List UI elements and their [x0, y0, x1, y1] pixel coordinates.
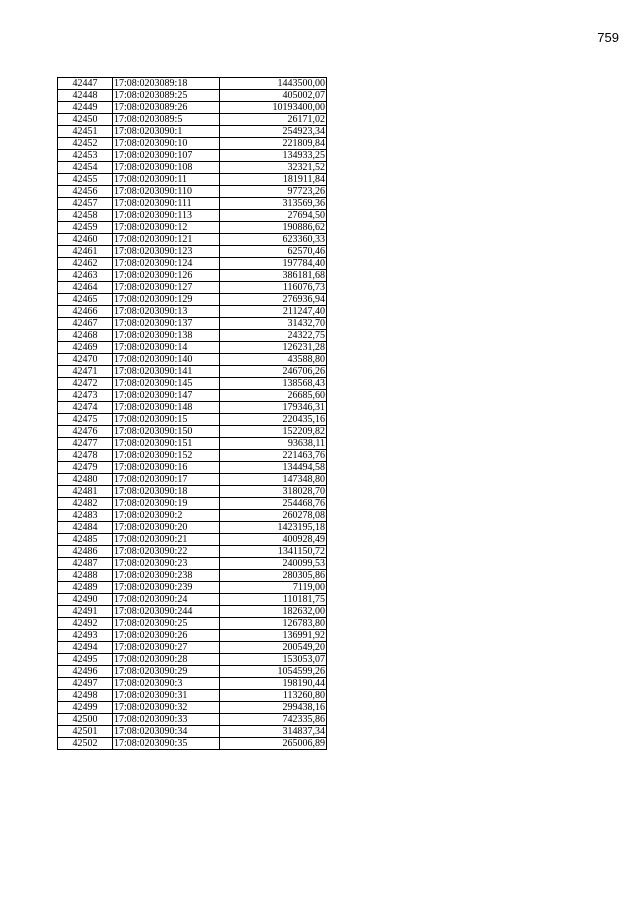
table-row [58, 582, 327, 594]
row-number-cell: 42486 [58, 546, 113, 558]
cadastral-value-cell: 7119,00 [220, 582, 327, 594]
cadastral-number-cell: 17:08:0203089:18 [113, 78, 220, 90]
row-number-cell: 42470 [58, 354, 113, 366]
cadastral-value-cell: 181911,84 [220, 174, 327, 186]
cadastral-number-cell: 17:08:0203090:110 [113, 186, 220, 198]
cadastral-value-cell: 136991,92 [220, 630, 327, 642]
cadastral-value-cell: 190886,62 [220, 222, 327, 234]
row-number-cell: 42501 [58, 726, 113, 738]
cadastral-value-cell: 62570,46 [220, 246, 327, 258]
row-number-cell: 42474 [58, 402, 113, 414]
row-number-cell: 42496 [58, 666, 113, 678]
cadastral-number-cell: 17:08:0203090:17 [113, 474, 220, 486]
row-number-cell: 42458 [58, 210, 113, 222]
cadastral-value-table [57, 77, 327, 750]
cadastral-number-cell: 17:08:0203090:152 [113, 450, 220, 462]
cadastral-number-cell: 17:08:0203090:121 [113, 234, 220, 246]
row-number-cell: 42447 [58, 78, 113, 90]
cadastral-number-cell: 17:08:0203090:34 [113, 726, 220, 738]
row-number-cell: 42482 [58, 498, 113, 510]
table-row [58, 474, 327, 486]
row-number-cell: 42491 [58, 606, 113, 618]
row-number-cell: 42466 [58, 306, 113, 318]
table-row [58, 306, 327, 318]
row-number-cell: 42498 [58, 690, 113, 702]
cadastral-number-cell: 17:08:0203090:1 [113, 126, 220, 138]
cadastral-value-cell: 27694,50 [220, 210, 327, 222]
row-number-cell: 42476 [58, 426, 113, 438]
cadastral-value-cell: 26171,02 [220, 114, 327, 126]
table-row [58, 462, 327, 474]
cadastral-number-cell: 17:08:0203090:141 [113, 366, 220, 378]
row-number-cell: 42452 [58, 138, 113, 150]
cadastral-number-cell: 17:08:0203090:33 [113, 714, 220, 726]
cadastral-number-cell: 17:08:0203090:10 [113, 138, 220, 150]
cadastral-number-cell: 17:08:0203090:19 [113, 498, 220, 510]
table-row [58, 294, 327, 306]
cadastral-value-cell: 200549,20 [220, 642, 327, 654]
cadastral-value-cell: 276936,94 [220, 294, 327, 306]
cadastral-number-cell: 17:08:0203089:26 [113, 102, 220, 114]
table-row [58, 258, 327, 270]
table-row [58, 270, 327, 282]
cadastral-number-cell: 17:08:0203089:25 [113, 90, 220, 102]
table-row [58, 342, 327, 354]
table-row [58, 522, 327, 534]
table-row [58, 606, 327, 618]
table-row [58, 738, 327, 750]
row-number-cell: 42450 [58, 114, 113, 126]
table-row [58, 102, 327, 114]
row-number-cell: 42451 [58, 126, 113, 138]
row-number-cell: 42488 [58, 570, 113, 582]
cadastral-number-cell: 17:08:0203090:138 [113, 330, 220, 342]
row-number-cell: 42497 [58, 678, 113, 690]
cadastral-number-cell: 17:08:0203090:3 [113, 678, 220, 690]
cadastral-value-cell: 24322,75 [220, 330, 327, 342]
page-number: 759 [597, 30, 619, 45]
cadastral-number-cell: 17:08:0203090:31 [113, 690, 220, 702]
cadastral-number-cell: 17:08:0203090:23 [113, 558, 220, 570]
table-row [58, 138, 327, 150]
cadastral-value-cell: 260278,08 [220, 510, 327, 522]
cadastral-value-cell: 197784,40 [220, 258, 327, 270]
row-number-cell: 42467 [58, 318, 113, 330]
row-number-cell: 42464 [58, 282, 113, 294]
table-row [58, 402, 327, 414]
row-number-cell: 42463 [58, 270, 113, 282]
cadastral-number-cell: 17:08:0203090:140 [113, 354, 220, 366]
cadastral-number-cell: 17:08:0203090:145 [113, 378, 220, 390]
table-row [58, 678, 327, 690]
table-row [58, 78, 327, 90]
cadastral-number-cell: 17:08:0203090:137 [113, 318, 220, 330]
cadastral-value-cell: 10193400,00 [220, 102, 327, 114]
cadastral-value-cell: 221463,76 [220, 450, 327, 462]
cadastral-value-cell: 400928,49 [220, 534, 327, 546]
row-number-cell: 42460 [58, 234, 113, 246]
row-number-cell: 42449 [58, 102, 113, 114]
cadastral-value-cell: 299438,16 [220, 702, 327, 714]
row-number-cell: 42473 [58, 390, 113, 402]
table-row [58, 246, 327, 258]
row-number-cell: 42485 [58, 534, 113, 546]
table-row [58, 198, 327, 210]
cadastral-number-cell: 17:08:0203090:16 [113, 462, 220, 474]
cadastral-number-cell: 17:08:0203090:2 [113, 510, 220, 522]
table-row [58, 438, 327, 450]
cadastral-number-cell: 17:08:0203090:24 [113, 594, 220, 606]
cadastral-number-cell: 17:08:0203090:29 [113, 666, 220, 678]
row-number-cell: 42448 [58, 90, 113, 102]
cadastral-number-cell: 17:08:0203090:244 [113, 606, 220, 618]
cadastral-value-cell: 1423195,18 [220, 522, 327, 534]
table-row [58, 426, 327, 438]
row-number-cell: 42471 [58, 366, 113, 378]
cadastral-number-cell: 17:08:0203090:21 [113, 534, 220, 546]
cadastral-value-cell: 405002,07 [220, 90, 327, 102]
row-number-cell: 42468 [58, 330, 113, 342]
cadastral-value-cell: 147348,80 [220, 474, 327, 486]
row-number-cell: 42462 [58, 258, 113, 270]
row-number-cell: 42461 [58, 246, 113, 258]
table-row [58, 390, 327, 402]
cadastral-value-cell: 126231,28 [220, 342, 327, 354]
row-number-cell: 42494 [58, 642, 113, 654]
table-row [58, 114, 327, 126]
row-number-cell: 42478 [58, 450, 113, 462]
row-number-cell: 42475 [58, 414, 113, 426]
cadastral-number-cell: 17:08:0203090:127 [113, 282, 220, 294]
table-row [58, 510, 327, 522]
cadastral-number-cell: 17:08:0203090:111 [113, 198, 220, 210]
cadastral-value-cell: 1341150,72 [220, 546, 327, 558]
cadastral-value-cell: 280305,86 [220, 570, 327, 582]
table-row [58, 126, 327, 138]
table-body [58, 78, 327, 750]
cadastral-value-cell: 26685,60 [220, 390, 327, 402]
row-number-cell: 42502 [58, 738, 113, 750]
table-row [58, 618, 327, 630]
row-number-cell: 42500 [58, 714, 113, 726]
cadastral-value-cell: 32321,52 [220, 162, 327, 174]
table-row [58, 414, 327, 426]
row-number-cell: 42480 [58, 474, 113, 486]
table-row [58, 162, 327, 174]
cadastral-value-cell: 386181,68 [220, 270, 327, 282]
cadastral-value-cell: 134933,25 [220, 150, 327, 162]
cadastral-value-cell: 126783,80 [220, 618, 327, 630]
cadastral-value-cell: 220435,16 [220, 414, 327, 426]
row-number-cell: 42499 [58, 702, 113, 714]
row-number-cell: 42469 [58, 342, 113, 354]
table-row [58, 498, 327, 510]
table-row [58, 570, 327, 582]
cadastral-value-cell: 246706,26 [220, 366, 327, 378]
cadastral-value-cell: 623360,33 [220, 234, 327, 246]
cadastral-value-cell: 318028,70 [220, 486, 327, 498]
cadastral-value-cell: 110181,75 [220, 594, 327, 606]
cadastral-number-cell: 17:08:0203090:27 [113, 642, 220, 654]
cadastral-number-cell: 17:08:0203090:32 [113, 702, 220, 714]
row-number-cell: 42456 [58, 186, 113, 198]
table-row [58, 450, 327, 462]
row-number-cell: 42477 [58, 438, 113, 450]
row-number-cell: 42472 [58, 378, 113, 390]
cadastral-number-cell: 17:08:0203090:107 [113, 150, 220, 162]
table-row [58, 594, 327, 606]
table-row [58, 702, 327, 714]
table-row [58, 174, 327, 186]
cadastral-number-cell: 17:08:0203090:18 [113, 486, 220, 498]
cadastral-number-cell: 17:08:0203090:148 [113, 402, 220, 414]
row-number-cell: 42483 [58, 510, 113, 522]
cadastral-value-cell: 313569,36 [220, 198, 327, 210]
cadastral-value-cell: 93638,11 [220, 438, 327, 450]
cadastral-value-cell: 1443500,00 [220, 78, 327, 90]
table-row [58, 534, 327, 546]
cadastral-number-cell: 17:08:0203090:26 [113, 630, 220, 642]
cadastral-value-cell: 113260,80 [220, 690, 327, 702]
row-number-cell: 42490 [58, 594, 113, 606]
cadastral-value-cell: 742335,86 [220, 714, 327, 726]
cadastral-value-cell: 240099,53 [220, 558, 327, 570]
table-row [58, 318, 327, 330]
row-number-cell: 42454 [58, 162, 113, 174]
table-row [58, 354, 327, 366]
cadastral-number-cell: 17:08:0203090:35 [113, 738, 220, 750]
cadastral-value-cell: 31432,70 [220, 318, 327, 330]
cadastral-number-cell: 17:08:0203090:28 [113, 654, 220, 666]
table-row [58, 234, 327, 246]
cadastral-number-cell: 17:08:0203090:124 [113, 258, 220, 270]
row-number-cell: 42457 [58, 198, 113, 210]
cadastral-number-cell: 17:08:0203090:126 [113, 270, 220, 282]
cadastral-value-cell: 254468,76 [220, 498, 327, 510]
table-row [58, 282, 327, 294]
cadastral-number-cell: 17:08:0203090:113 [113, 210, 220, 222]
table-row [58, 726, 327, 738]
table-row [58, 150, 327, 162]
cadastral-number-cell: 17:08:0203090:108 [113, 162, 220, 174]
cadastral-number-cell: 17:08:0203090:129 [113, 294, 220, 306]
table-row [58, 666, 327, 678]
cadastral-value-cell: 221809,84 [220, 138, 327, 150]
table-row [58, 690, 327, 702]
cadastral-number-cell: 17:08:0203090:239 [113, 582, 220, 594]
table-row [58, 90, 327, 102]
row-number-cell: 42465 [58, 294, 113, 306]
table-row [58, 222, 327, 234]
table-row [58, 654, 327, 666]
cadastral-number-cell: 17:08:0203090:15 [113, 414, 220, 426]
cadastral-value-cell: 179346,31 [220, 402, 327, 414]
table-row [58, 378, 327, 390]
cadastral-number-cell: 17:08:0203089:5 [113, 114, 220, 126]
cadastral-value-cell: 265006,89 [220, 738, 327, 750]
table-row [58, 714, 327, 726]
row-number-cell: 42493 [58, 630, 113, 642]
table-row [58, 558, 327, 570]
table-row [58, 642, 327, 654]
cadastral-number-cell: 17:08:0203090:123 [113, 246, 220, 258]
table-row [58, 486, 327, 498]
row-number-cell: 42484 [58, 522, 113, 534]
cadastral-number-cell: 17:08:0203090:147 [113, 390, 220, 402]
table-row [58, 366, 327, 378]
cadastral-value-cell: 198190,44 [220, 678, 327, 690]
cadastral-value-cell: 134494,58 [220, 462, 327, 474]
cadastral-number-cell: 17:08:0203090:150 [113, 426, 220, 438]
cadastral-value-cell: 153053,07 [220, 654, 327, 666]
cadastral-value-cell: 211247,40 [220, 306, 327, 318]
cadastral-number-cell: 17:08:0203090:12 [113, 222, 220, 234]
cadastral-value-cell: 116076,73 [220, 282, 327, 294]
row-number-cell: 42481 [58, 486, 113, 498]
cadastral-number-cell: 17:08:0203090:25 [113, 618, 220, 630]
row-number-cell: 42495 [58, 654, 113, 666]
cadastral-value-cell: 182632,00 [220, 606, 327, 618]
cadastral-number-cell: 17:08:0203090:22 [113, 546, 220, 558]
cadastral-value-cell: 152209,82 [220, 426, 327, 438]
cadastral-value-cell: 1054599,26 [220, 666, 327, 678]
cadastral-number-cell: 17:08:0203090:20 [113, 522, 220, 534]
row-number-cell: 42489 [58, 582, 113, 594]
row-number-cell: 42479 [58, 462, 113, 474]
cadastral-value-cell: 43588,80 [220, 354, 327, 366]
table-row [58, 186, 327, 198]
cadastral-value-cell: 254923,34 [220, 126, 327, 138]
row-number-cell: 42453 [58, 150, 113, 162]
cadastral-number-cell: 17:08:0203090:151 [113, 438, 220, 450]
cadastral-number-cell: 17:08:0203090:11 [113, 174, 220, 186]
cadastral-number-cell: 17:08:0203090:238 [113, 570, 220, 582]
row-number-cell: 42492 [58, 618, 113, 630]
table-row [58, 210, 327, 222]
cadastral-number-cell: 17:08:0203090:14 [113, 342, 220, 354]
cadastral-value-cell: 97723,26 [220, 186, 327, 198]
cadastral-number-cell: 17:08:0203090:13 [113, 306, 220, 318]
table-row [58, 546, 327, 558]
table-row [58, 330, 327, 342]
cadastral-value-cell: 138568,43 [220, 378, 327, 390]
row-number-cell: 42487 [58, 558, 113, 570]
row-number-cell: 42455 [58, 174, 113, 186]
row-number-cell: 42459 [58, 222, 113, 234]
cadastral-value-cell: 314837,34 [220, 726, 327, 738]
table-row [58, 630, 327, 642]
